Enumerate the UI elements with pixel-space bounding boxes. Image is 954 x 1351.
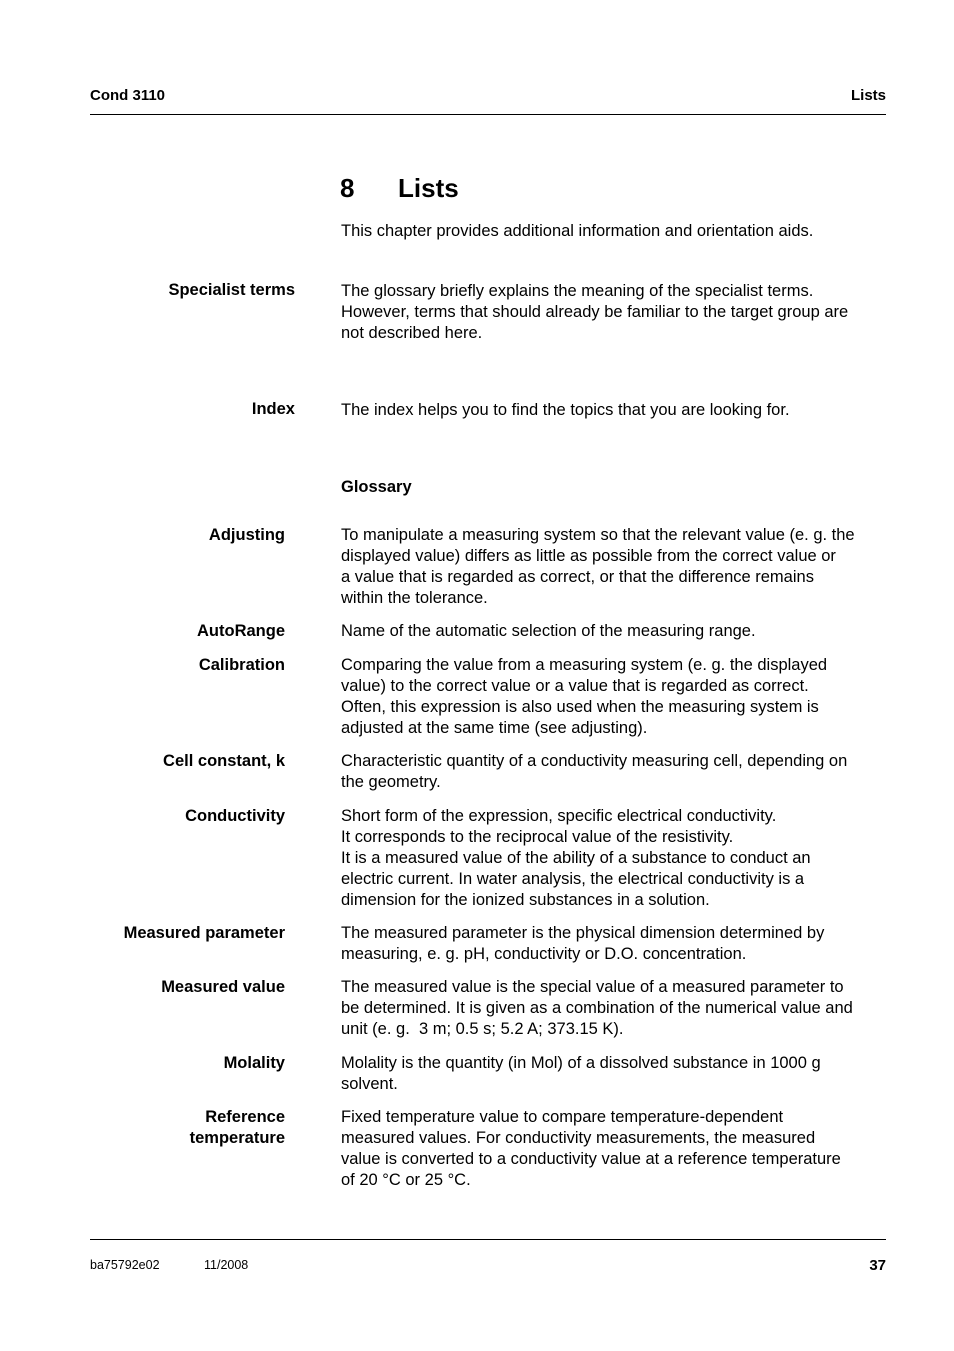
text-line: Comparing the value from a measuring system (e. g. the displayed: [341, 656, 828, 674]
header-right: Lists: [850, 87, 886, 104]
text-line: the geometry.: [341, 773, 441, 791]
text-line: displayed value) differs as little as possible from the correct value or: [341, 547, 836, 565]
glossary-def-measured-parameter: [341, 923, 886, 965]
footer-doc-id: ba75792e02: [90, 1258, 160, 1272]
chapter-title: Lists: [398, 173, 459, 203]
glossary-def-reference-temperature: [341, 1107, 886, 1191]
glossary-term-measured-value: Measured value: [161, 978, 285, 996]
glossary-term-calibration: Calibration: [198, 656, 285, 674]
glossary-term-reference-temperature: [190, 1107, 285, 1149]
text-line: measured values. For conductivity measurements, the measured: [341, 1129, 816, 1147]
page-number: 37: [869, 1257, 886, 1274]
text-line: unit (e. g. 3 m; 0.5 s; 5.2 A; 373.15 K).: [341, 1020, 624, 1038]
chapter-number: 8: [340, 173, 355, 203]
text-line: The glossary briefly explains the meaning of the specialist terms.: [341, 282, 814, 300]
text-line: measuring, e. g. pH, conductivity or D.O. concentration.: [341, 945, 747, 963]
section-text-specialist-terms: [341, 281, 886, 344]
text-line: Fixed temperature value to compare temperature-dependent: [341, 1108, 784, 1126]
text-line: electric current. In water analysis, the electrical conductivity is a: [341, 870, 805, 888]
footer-date: 11/2008: [204, 1258, 249, 1272]
glossary-heading: Glossary: [341, 478, 412, 496]
glossary-term-autorange: AutoRange: [197, 622, 285, 640]
text-line: It corresponds to the reciprocal value of the resistivity.: [341, 828, 734, 846]
glossary-def-molality: [341, 1053, 886, 1095]
glossary-def-adjusting: [341, 525, 886, 609]
glossary-term-cell-constant: Cell constant, k: [163, 752, 285, 770]
text-line: value is converted to a conductivity value at a reference temperature: [341, 1150, 841, 1168]
text-line: It is a measured value of the ability of a substance to conduct an: [341, 849, 811, 867]
header-left: Cond 3110: [90, 87, 166, 104]
text-line: Name of the automatic selection of the measuring range.: [341, 622, 756, 640]
glossary-def-autorange: [341, 621, 886, 642]
text-line: The index helps you to find the topics that you are looking for.: [341, 401, 790, 419]
text-line: adjusted at the same time (see adjusting).: [341, 719, 648, 737]
text-line: To manipulate a measuring system so that the relevant value (e. g. the: [341, 526, 855, 544]
text-line: Molality is the quantity (in Mol) of a dissolved substance in 1000 g: [341, 1054, 821, 1072]
text-line: dimension for the ionized substances in a solution.: [341, 891, 710, 909]
glossary-def-measured-value: [341, 977, 886, 1040]
term-line: temperature: [189, 1129, 285, 1147]
glossary-def-conductivity: [341, 806, 886, 911]
text-line: solvent.: [341, 1075, 398, 1093]
section-label-specialist-terms: Specialist terms: [168, 281, 295, 299]
glossary-term-molality: Molality: [223, 1054, 285, 1072]
text-line: be determined. It is given as a combination of the numerical value and: [341, 999, 853, 1017]
text-line: However, terms that should already be familiar to the target group are: [341, 303, 849, 321]
intro-text: This chapter provides additional information and orientation aids.: [341, 222, 814, 240]
glossary-def-cell-constant: [341, 751, 886, 793]
glossary-def-calibration: [341, 655, 886, 739]
text-line: a value that is regarded as correct, or that the difference remains: [341, 568, 814, 586]
text-line: The measured value is the special value of a measured parameter to: [341, 978, 844, 996]
glossary-term-measured-parameter: Measured parameter: [123, 924, 285, 942]
glossary-term-conductivity: Conductivity: [185, 807, 285, 825]
text-line: The measured parameter is the physical dimension determined by: [341, 924, 825, 942]
section-label-index: Index: [251, 400, 295, 418]
section-text-index: [341, 400, 886, 421]
header-rule: [90, 114, 886, 115]
text-line: of 20 °C or 25 °C.: [341, 1171, 471, 1189]
text-line: Short form of the expression, specific electrical conductivity.: [341, 807, 777, 825]
term-line: Reference: [205, 1108, 285, 1126]
text-line: not described here.: [341, 324, 483, 342]
text-line: Characteristic quantity of a conductivity measuring cell, depending on: [341, 752, 848, 770]
glossary-term-adjusting: Adjusting: [208, 526, 285, 544]
text-line: within the tolerance.: [341, 589, 488, 607]
text-line: value) to the correct value or a value that is regarded as correct.: [341, 677, 809, 695]
footer-rule: [90, 1239, 886, 1240]
text-line: Often, this expression is also used when the measuring system is: [341, 698, 819, 716]
